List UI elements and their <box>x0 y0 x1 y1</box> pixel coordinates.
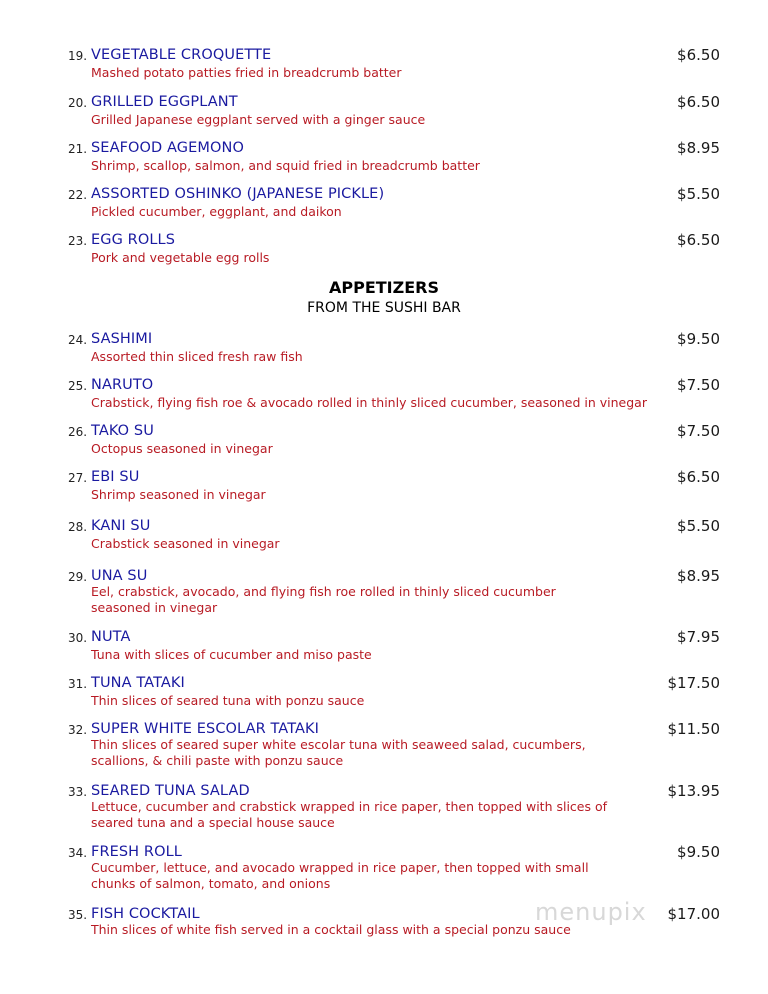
item-name: EBI SU <box>91 469 140 485</box>
item-number: 35. <box>68 908 88 922</box>
item-number: 31. <box>68 677 88 691</box>
item-price: $7.50 <box>677 422 720 440</box>
item-description: Crabstick seasoned in vinegar <box>91 536 280 551</box>
item-number: 23. <box>68 234 88 248</box>
item-name: KANI SU <box>91 518 151 534</box>
item-name: UNA SU <box>91 568 148 584</box>
item-description: Pork and vegetable egg rolls <box>91 250 270 265</box>
item-price: $11.50 <box>667 720 720 738</box>
section-subtitle: FROM THE SUSHI BAR <box>307 300 461 316</box>
item-price: $8.95 <box>677 139 720 157</box>
item-description: Thin slices of white fish served in a cocktail glass with a special ponzu sauce <box>91 922 571 937</box>
item-number: 33. <box>68 785 88 799</box>
item-number: 27. <box>68 471 88 485</box>
item-name: EGG ROLLS <box>91 232 175 248</box>
item-price: $17.00 <box>667 905 720 923</box>
item-price: $9.50 <box>677 843 720 861</box>
item-description: Shrimp seasoned in vinegar <box>91 487 266 502</box>
item-number: 34. <box>68 846 88 860</box>
item-price: $13.95 <box>667 782 720 800</box>
item-price: $9.50 <box>677 330 720 348</box>
item-number: 25. <box>68 379 88 393</box>
item-number: 24. <box>68 333 88 347</box>
item-description: Grilled Japanese eggplant served with a ginger sauce <box>91 112 426 127</box>
item-description: Assorted thin sliced fresh raw fish <box>91 349 303 364</box>
item-price: $6.50 <box>677 93 720 111</box>
item-price: $5.50 <box>677 517 720 535</box>
item-description: Thin slices of seared super white escolar tuna with seaweed salad, cucumbers, scallions, & chili paste with ponzu sauce <box>91 737 586 768</box>
watermark: menupix <box>535 898 647 926</box>
item-number: 20. <box>68 96 88 110</box>
item-name: FISH COCKTAIL <box>91 906 200 922</box>
item-number: 30. <box>68 631 88 645</box>
item-price: $6.50 <box>677 46 720 64</box>
item-name: ASSORTED OSHINKO (JAPANESE PICKLE) <box>91 186 385 202</box>
item-name: TUNA TATAKI <box>91 675 185 691</box>
item-price: $5.50 <box>677 185 720 203</box>
item-name: TAKO SU <box>91 423 154 439</box>
item-description: Cucumber, lettuce, and avocado wrapped in rice paper, then topped with small chunks of salmon, tomato, and onions <box>91 860 589 891</box>
item-name: GRILLED EGGPLANT <box>91 94 238 110</box>
item-price: $6.50 <box>677 468 720 486</box>
item-number: 22. <box>68 188 88 202</box>
item-name: SUPER WHITE ESCOLAR TATAKI <box>91 721 320 737</box>
item-name: NUTA <box>91 629 131 645</box>
section-title: APPETIZERS <box>328 278 439 297</box>
item-name: NARUTO <box>91 377 154 393</box>
item-price: $17.50 <box>667 674 720 692</box>
item-name: VEGETABLE CROQUETTE <box>91 47 272 63</box>
item-name: SEARED TUNA SALAD <box>91 783 250 799</box>
item-description: Octopus seasoned in vinegar <box>91 441 273 456</box>
item-description: Tuna with slices of cucumber and miso paste <box>91 647 372 662</box>
item-description: Lettuce, cucumber and crabstick wrapped in rice paper, then topped with slices of seared tuna and a special house sauce <box>91 799 608 830</box>
item-number: 21. <box>68 142 88 156</box>
item-name: SASHIMI <box>91 331 153 347</box>
item-number: 32. <box>68 723 88 737</box>
item-price: $6.50 <box>677 231 720 249</box>
item-description: Thin slices of seared tuna with ponzu sauce <box>91 693 365 708</box>
item-price: $7.50 <box>677 376 720 394</box>
item-number: 19. <box>68 49 88 63</box>
item-name: SEAFOOD AGEMONO <box>91 140 244 156</box>
item-description: Shrimp, scallop, salmon, and squid fried in breadcrumb batter <box>91 158 480 173</box>
item-price: $8.95 <box>677 567 720 585</box>
item-number: 26. <box>68 425 88 439</box>
item-description: Eel, crabstick, avocado, and flying fish roe rolled in thinly sliced cucumber seasoned in vinegar <box>91 584 556 615</box>
item-number: 28. <box>68 520 88 534</box>
item-name: FRESH ROLL <box>91 844 182 860</box>
item-description: Mashed potato patties fried in breadcrumb batter <box>91 65 402 80</box>
item-description: Pickled cucumber, eggplant, and daikon <box>91 204 342 219</box>
item-number: 29. <box>68 570 88 584</box>
item-description: Crabstick, flying fish roe & avocado rolled in thinly sliced cucumber, seasoned in vinegar <box>91 395 647 410</box>
item-price: $7.95 <box>677 628 720 646</box>
